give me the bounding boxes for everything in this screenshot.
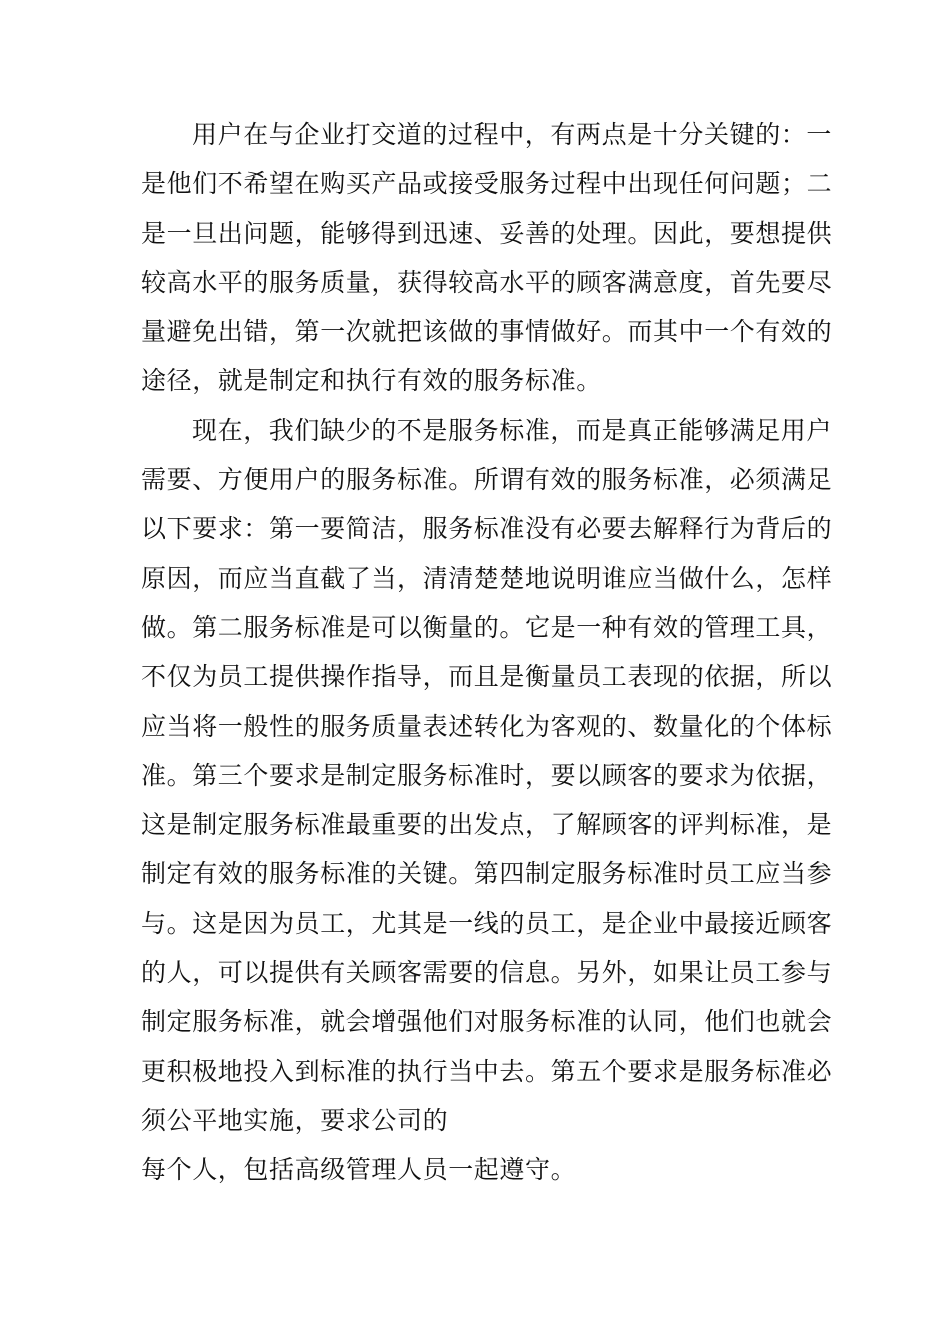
paragraph-line: 制定有效的服务标准的关键。第四制定服务标准时员工应当参 bbox=[141, 859, 833, 889]
paragraph-line: 量避免出错，第一次就把该做的事情做好。而其中一个有效的 bbox=[141, 317, 833, 347]
paragraph-line: 途径，就是制定和执行有效的服务标准。 bbox=[141, 366, 602, 396]
paragraph-line: 用户在与企业打交道的过程中，有两点是十分关键的：一 bbox=[192, 120, 833, 149]
paragraph-line: 需要、方便用户的服务标准。所谓有效的服务标准，必须满足 bbox=[141, 465, 833, 495]
paragraph-line: 较高水平的服务质量，获得较高水平的顾客满意度，首先要尽 bbox=[141, 267, 833, 297]
paragraph-line: 是一旦出问题，能够得到迅速、妥善的处理。因此，要想提供 bbox=[141, 218, 833, 248]
paragraph-line: 不仅为员工提供操作指导，而且是衡量员工表现的依据，所以 bbox=[141, 662, 833, 692]
paragraph-line: 原因，而应当直截了当，清清楚楚地说明谁应当做什么，怎样 bbox=[141, 563, 833, 593]
paragraph-1 bbox=[141, 110, 833, 406]
paragraph-line: 这是制定服务标准最重要的出发点，了解顾客的评判标准，是 bbox=[141, 810, 833, 840]
paragraph-line: 以下要求：第一要简洁，服务标准没有必要去解释行为背后的 bbox=[141, 514, 833, 544]
paragraph-line: 制定服务标准，就会增强他们对服务标准的认同，他们也就会 bbox=[141, 1007, 833, 1037]
trailing-line: 每个人，包括高级管理人员一起遵守。 bbox=[141, 1155, 577, 1185]
paragraph-2 bbox=[141, 406, 833, 1145]
paragraph-line: 的人，可以提供有关顾客需要的信息。另外，如果让员工参与 bbox=[141, 958, 833, 988]
paragraph-line: 应当将一般性的服务质量表述转化为客观的、数量化的个体标 bbox=[141, 711, 833, 741]
paragraph-line: 须公平地实施，要求公司的 bbox=[141, 1105, 449, 1135]
paragraph-line: 更积极地投入到标准的执行当中去。第五个要求是服务标准必 bbox=[141, 1056, 833, 1086]
paragraph-line: 做。第二服务标准是可以衡量的。它是一种有效的管理工具， bbox=[141, 612, 833, 642]
document-body bbox=[141, 110, 833, 1195]
paragraph-line: 与。这是因为员工，尤其是一线的员工，是企业中最接近顾客 bbox=[141, 908, 833, 938]
paragraph-line: 现在，我们缺少的不是服务标准，而是真正能够满足用户 bbox=[192, 415, 833, 445]
paragraph-line: 是他们不希望在购买产品或接受服务过程中出现任何问题；二 bbox=[141, 169, 833, 199]
paragraph-line: 准。第三个要求是制定服务标准时，要以顾客的要求为依据， bbox=[141, 760, 833, 790]
